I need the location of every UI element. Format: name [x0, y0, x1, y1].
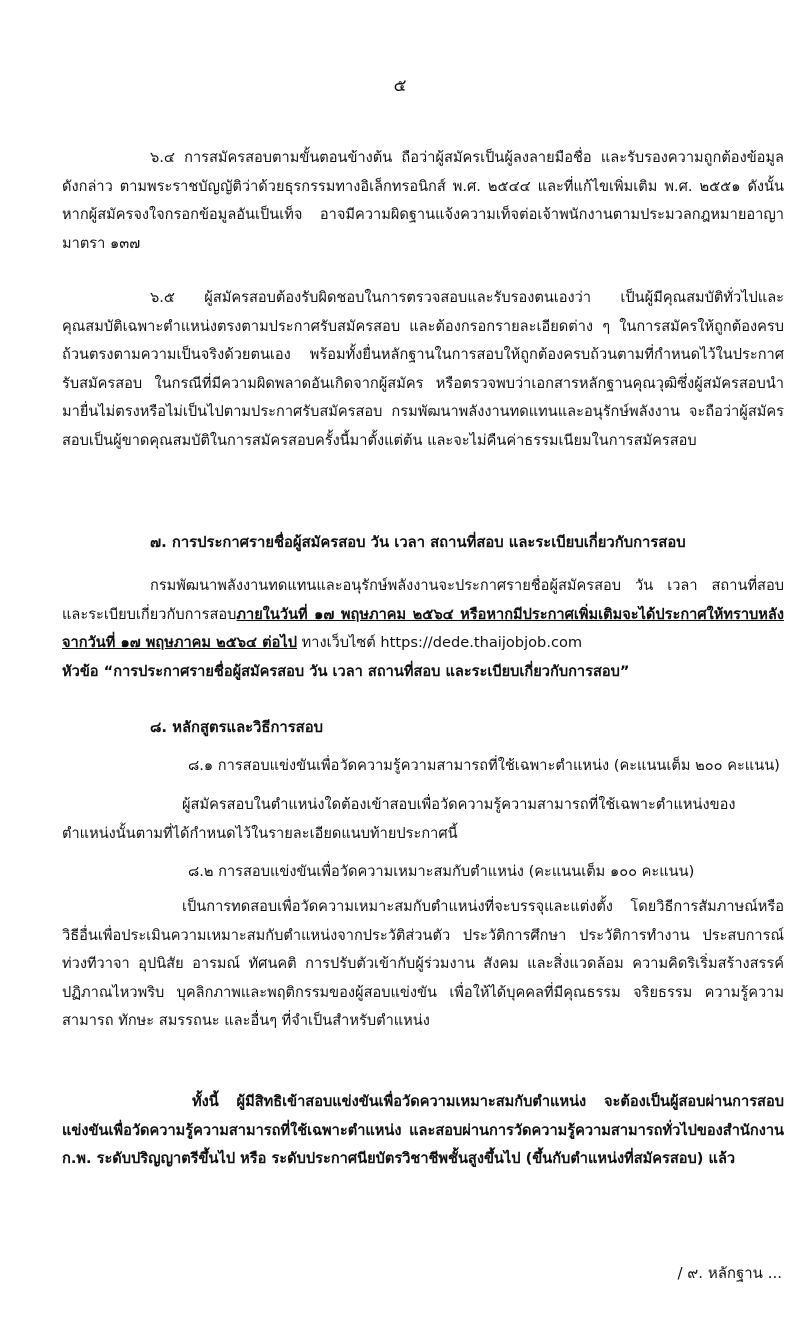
page-number: ๕ [393, 76, 407, 96]
paragraph-note: ทั้งนี้ ผู้มีสิทธิเข้าสอบแข่งขันเพื่อวัดความเหมาะสมกับตำแหน่ง จะต้องเป็นผู้สอบผ่านการสอบแข่งขันเพื่อวัดความรู้ความสามารถที่ใช้เฉพาะตำแหน่ง และสอบผ่านการวัดความรู้ความสามารถทั่วไปของสำนักงาน ก.พ. ระดับปริญญาตรีขึ้นไป หรือ ระดับประกาศนียบัตรวิชาชีพชั้นสูงขึ้นไป (ขึ้นกับตำแหน่งที่สมัครสอบ) แล้ว [62, 1093, 784, 1168]
paragraph-6-4: ๖.๔ การสมัครสอบตามขั้นตอนข้างต้น ถือว่าผู้สมัครเป็นผู้ลงลายมือชื่อ และรับรองความถูกต้องข้อมูลดังกล่าว ตามพระราชบัญญัติว่าด้วยธุรกรรมทางอิเล็กทรอนิกส์ พ.ศ. ๒๕๔๔ และที่แก้ไขเพิ่มเติม พ.ศ. ๒๕๕๑ ดังนั้น หากผู้สมัครจงใจกรอกข้อมูลอันเป็นเท็จ อาจมีความผิดฐานแจ้งความเท็จต่อเจ้าพนักงานตามประมวลกฎหมายอาญา มาตรา ๑๓๗ [62, 149, 784, 252]
paragraph-8-2-detail: เป็นการทดสอบเพื่อวัดความเหมาะสมกับตำแหน่งที่จะบรรจุและแต่งตั้ง โดยวิธีการสัมภาษณ์หรือวิธีอื่นเพื่อประเมินความเหมาะสมกับตำแหน่งจากประวัติส่วนตัว ประวัติการศึกษา ประวัติการทำงาน ประสบการณ์ ท่วงทีวาจา อุปนิสัย อารมณ์ ทัศนคติ การปรับตัวเข้ากับผู้ร่วมงาน สังคม และสิ่งแวดล้อม ความคิดริเริ่มสร้างสรรค์ ปฏิภาณไหวพริบ บุคลิกภาพและพฤติกรรมของผู้สอบแข่งขัน เพื่อให้ได้บุคคลที่มีคุณธรรม จริยธรรม ความรู้ความสามารถ ทักษะ สมรรถนะ และอื่นๆ ที่จำเป็นสำหรับตำแหน่ง [62, 898, 784, 1030]
heading-section-8: ๘. หลักสูตรและวิธีการสอบ [150, 719, 323, 736]
paragraph-8-1-detail: ผู้สมัครสอบในตำแหน่งใดต้องเข้าสอบเพื่อวัดความรู้ความสามารถที่ใช้เฉพาะตำแหน่งของตำแหน่งนั้นตามที่ได้กำหนดไว้ในรายละเอียดแนบท้ายประกาศนี้ [62, 796, 736, 842]
continuation-footer: / ๙. หลักฐาน ... [677, 1264, 782, 1282]
paragraph-7 [62, 572, 784, 686]
announcement-topic: หัวข้อ “การประกาศรายชื่อผู้สมัครสอบ วัน เวลา สถานที่สอบ และระเบียบเกี่ยวกับการสอบ” [62, 662, 630, 680]
heading-section-7: ๗. การประกาศรายชื่อผู้สมัครสอบ วัน เวลา สถานที่สอบ และระเบียบเกี่ยวกับการสอบ [150, 534, 686, 551]
paragraph-7-text: กรมพัฒนาพลังงานทดแทนและอนุรักษ์พลังงานจะประกาศรายชื่อผู้สมัครสอบ วัน เวลา สถานที่สอบ และระเบียบเกี่ยวกับการสอบ [62, 577, 784, 623]
announcement-date: ภายในวันที่ ๑๗ พฤษภาคม ๒๕๖๔ หรือหากมีประกาศเพิ่มเติมจะได้ประกาศให้ทราบหลังจากวันที่ ๑๗ พฤษภาคม ๒๕๖๔ ต่อไป [62, 605, 784, 652]
paragraph-8-2: ๘.๒ การสอบแข่งขันเพื่อวัดความเหมาะสมกับตำแหน่ง (คะแนนเต็ม ๑๐๐ คะแนน) [188, 863, 695, 880]
paragraph-6-5: ๖.๕ ผู้สมัครสอบต้องรับผิดชอบในการตรวจสอบและรับรองตนเองว่า เป็นผู้มีคุณสมบัติทั่วไปและคุณสมบัติเฉพาะตำแหน่งตรงตามประกาศรับสมัครสอบ และต้องกรอกรายละเอียดต่าง ๆ ในการสมัครให้ถูกต้องครบถ้วนตรงตามความเป็นจริงด้วยตนเอง พร้อมทั้งยื่นหลักฐานในการสอบให้ถูกต้องครบถ้วนตามที่กำหนดไว้ในประกาศรับสมัครสอบ ในกรณีที่มีความผิดพลาดอันเกิดจากผู้สมัคร หรือตรวจพบว่าเอกสารหลักฐานคุณวุฒิซึ่งผู้สมัครสอบนำมายื่นไม่ตรงหรือไม่เป็นไปตามประกาศรับสมัครสอบ กรมพัฒนาพลังงานทดแทนและอนุรักษ์พลังงาน จะถือว่าผู้สมัครสอบเป็นผู้ขาดคุณสมบัติในการสมัครสอบครั้งนี้มาตั้งแต่ต้น และจะไม่คืนค่าธรรมเนียมในการสมัครสอบ [62, 289, 784, 449]
paragraph-8-1: ๘.๑ การสอบแข่งขันเพื่อวัดความรู้ความสามารถที่ใช้เฉพาะตำแหน่ง (คะแนนเต็ม ๒๐๐ คะแนน) [188, 757, 780, 774]
website-reference: ทางเว็บไซต์ https://dede.thaijobjob.com [297, 634, 583, 652]
